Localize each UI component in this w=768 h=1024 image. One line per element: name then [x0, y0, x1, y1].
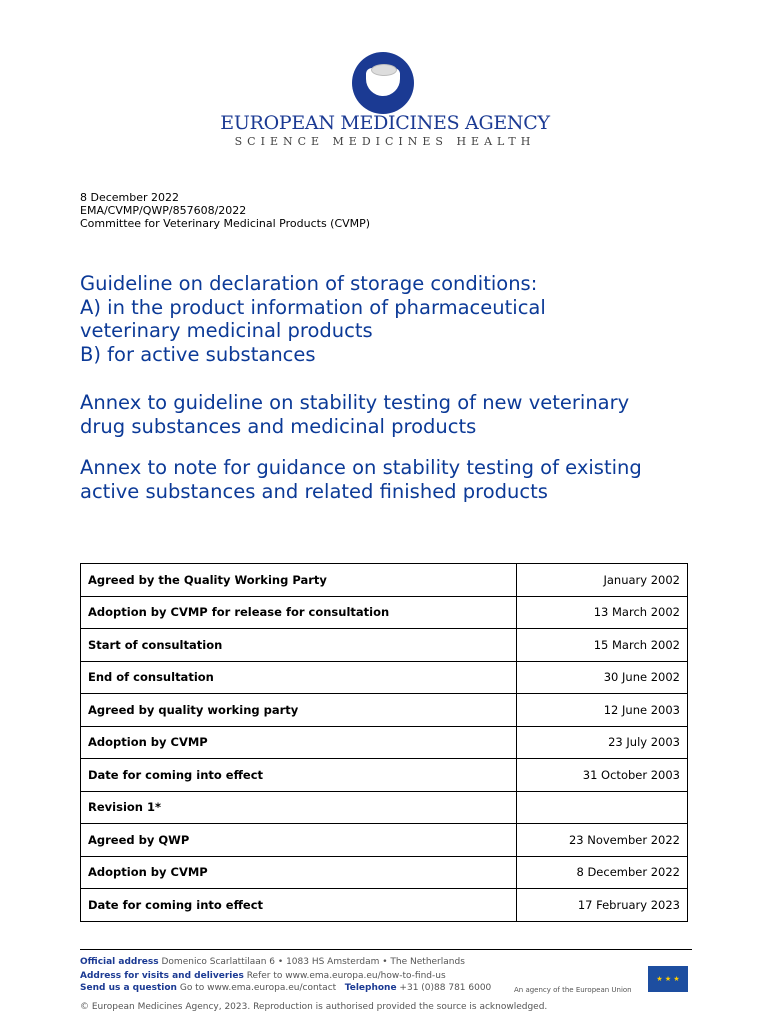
label: Official address [80, 957, 159, 967]
footer-divider [80, 949, 692, 950]
logo-tagline: SCIENCE MEDICINES HEALTH [234, 135, 536, 148]
row-date: 12 June 2003 [517, 694, 688, 727]
document-date: 8 December 2022 [80, 191, 180, 204]
footer-question [80, 983, 491, 993]
label: Address for visits and deliveries [80, 971, 244, 981]
value[interactable]: Refer to www.ema.europa.eu/how-to-find-us [246, 971, 446, 981]
table-row [81, 791, 688, 824]
table-row [81, 564, 688, 597]
value: +31 (0)88 781 6000 [399, 983, 492, 993]
table-row [81, 759, 688, 792]
row-date [517, 791, 688, 824]
document-reference: EMA/CVMP/QWP/857608/2022 [80, 204, 247, 217]
row-label: Date for coming into effect [81, 889, 517, 922]
main-title [80, 272, 546, 366]
label: Telephone [344, 983, 397, 993]
row-date: 30 June 2002 [517, 661, 688, 694]
title-line: B) for active substances [80, 342, 316, 366]
document-meta [80, 191, 370, 230]
annex-title-2 [80, 456, 642, 503]
footer-official-address [80, 957, 465, 967]
table-row [81, 694, 688, 727]
title-line: Guideline on declaration of storage conditions: [80, 272, 538, 295]
row-label: Agreed by quality working party [81, 694, 517, 727]
row-label: End of consultation [81, 661, 517, 694]
footer-visits [80, 971, 446, 981]
ema-emblem-icon [352, 52, 414, 114]
value[interactable]: Go to www.ema.europa.eu/contact [179, 983, 337, 993]
row-date: 31 October 2003 [517, 759, 688, 792]
row-date: 17 February 2023 [517, 889, 688, 922]
annex-title-1 [80, 391, 629, 438]
row-label: Adoption by CVMP for release for consultation [81, 596, 517, 629]
row-date: 8 December 2022 [517, 856, 688, 889]
row-label: Adoption by CVMP [81, 856, 517, 889]
committee: Committee for Veterinary Medicinal Products (CVMP) [80, 217, 371, 230]
eu-flag-icon: ★ ★ ★ [648, 966, 688, 992]
title-line: Annex to guideline on stability testing of new veterinary [80, 391, 630, 414]
table-row [81, 661, 688, 694]
row-label: Start of consultation [81, 629, 517, 662]
row-date: 23 July 2003 [517, 726, 688, 759]
ema-logo [200, 40, 570, 160]
agency-note: An agency of the European Union [514, 986, 632, 994]
value: Domenico Scarlattilaan 6 • 1083 HS Amsterdam • The Netherlands [161, 957, 465, 967]
table-row [81, 824, 688, 857]
table-row [81, 856, 688, 889]
table-row [81, 596, 688, 629]
title-line: drug substances and medicinal products [80, 414, 477, 438]
row-label: Date for coming into effect [81, 759, 517, 792]
row-date: 15 March 2002 [517, 629, 688, 662]
title-line: active substances and related finished products [80, 479, 548, 503]
table-row [81, 889, 688, 922]
history-table [80, 563, 688, 922]
table-row [81, 726, 688, 759]
row-label: Agreed by QWP [81, 824, 517, 857]
label: Send us a question [80, 983, 177, 993]
row-label: Adoption by CVMP [81, 726, 517, 759]
row-date: January 2002 [517, 564, 688, 597]
table-row [81, 629, 688, 662]
title-line: Annex to note for guidance on stability testing of existing [80, 456, 642, 479]
title-line: A) in the product information of pharmaceutical [80, 295, 546, 319]
title-line: veterinary medicinal products [80, 319, 373, 342]
row-label: Revision 1* [81, 791, 517, 824]
row-label: Agreed by the Quality Working Party [81, 564, 517, 597]
row-date: 13 March 2002 [517, 596, 688, 629]
logo-name: EUROPEAN MEDICINES AGENCY [220, 112, 550, 134]
copyright: © European Medicines Agency, 2023. Reproduction is authorised provided the source is acknowledged. [80, 1002, 548, 1012]
row-date: 23 November 2022 [517, 824, 688, 857]
